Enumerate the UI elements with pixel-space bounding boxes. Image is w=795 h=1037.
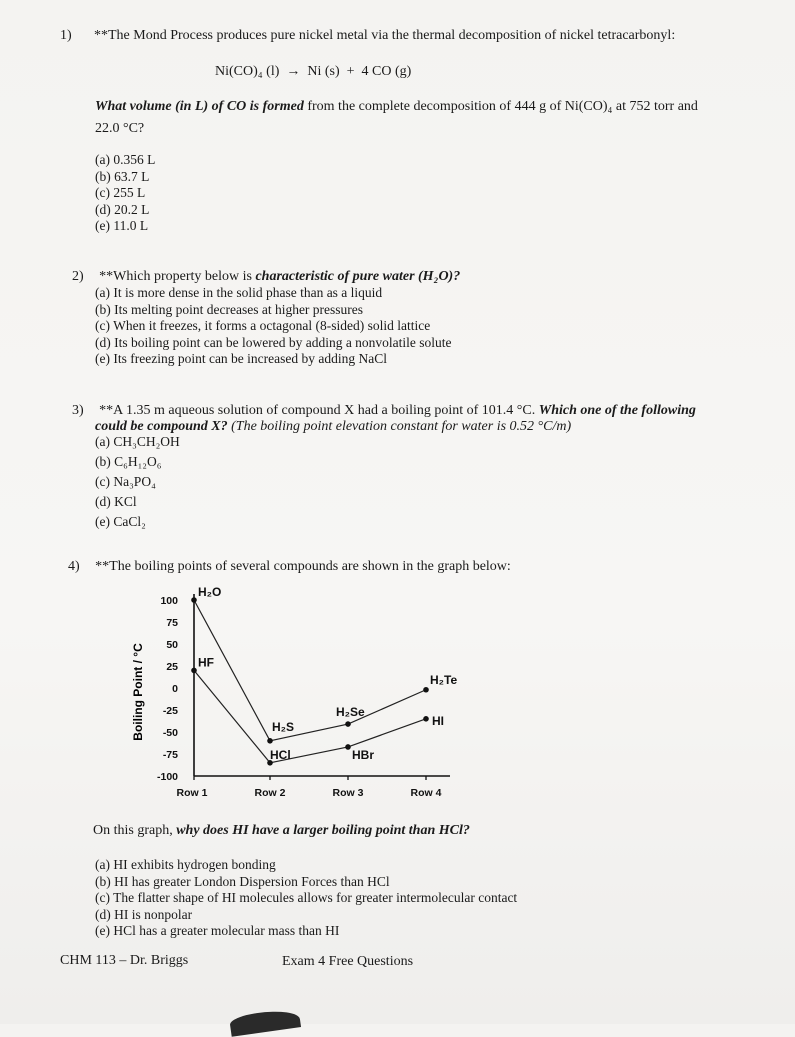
data-point: [267, 738, 273, 744]
question-1-question-rest: from the complete decomposition of 444 g of Ni(CO)₄ at 752 torr and: [303, 99, 698, 114]
option-a: (a) HI exhibits hydrogen bonding: [95, 857, 276, 872]
question-3-number: 3): [72, 403, 84, 418]
data-point: [191, 668, 197, 674]
question-4-intro: **The boiling points of several compounds are shown in the graph below:: [95, 559, 511, 574]
question-4-followup-emphasis: why does HI have a larger boiling point than HCl?: [176, 823, 470, 838]
option-b: (b) HI has greater London Dispersion Forces than HCl: [95, 873, 390, 889]
question-1-equation: Ni(CO)₄ (l) → Ni (s) + 4 CO (g): [215, 64, 412, 79]
data-point: [191, 597, 197, 603]
option-e: (e) HCl has a greater molecular mass than HI: [95, 923, 340, 938]
question-1-intro: **The Mond Process produces pure nickel metal via the thermal decomposition of nickel tetracarbonyl:: [94, 28, 676, 43]
option-e: (e) 11.0 L: [95, 218, 149, 233]
option-e: (e) Its freezing point can be increased by adding NaCl: [95, 351, 388, 366]
y-tick-label: -75: [162, 749, 178, 761]
y-axis-label: Boiling Point / °C: [131, 643, 145, 741]
data-point: [423, 716, 429, 722]
option-d: (d) Its boiling point can be lowered by adding a nonvolatile solute: [95, 334, 452, 350]
question-3-options: [95, 432, 180, 532]
y-tick-label: 25: [166, 661, 178, 673]
question-3: [72, 402, 772, 419]
option-c: (c) The flatter shape of HI molecules allows for greater intermolecular contact: [95, 890, 518, 905]
option-c: (c) Na₃PO₄: [95, 474, 156, 489]
data-point-label: H₂O: [198, 585, 222, 599]
option-b: (b) 63.7 L: [95, 168, 150, 184]
question-4-followup: [93, 822, 470, 839]
data-point: [345, 744, 351, 750]
option-a: (a) 0.356 L: [95, 152, 156, 167]
option-c: (c) 255 L: [95, 185, 146, 200]
question-2: [72, 268, 752, 285]
question-2-options: [95, 285, 452, 368]
data-point: [345, 721, 351, 727]
option-b: (b) Its melting point decreases at higher pressures: [95, 301, 364, 317]
x-tick-label: Row 1: [176, 787, 208, 799]
question-1-question: [95, 98, 735, 115]
question-1-question-line2: 22.0 °C?: [95, 121, 145, 136]
y-tick-label: 50: [166, 639, 178, 651]
boiling-point-chart: [120, 580, 460, 810]
option-a: (a) It is more dense in the solid phase than as a liquid: [95, 285, 383, 300]
question-2-intro: **Which property below is: [99, 269, 256, 284]
y-tick-label: 100: [160, 595, 178, 607]
question-4-number: 4): [68, 559, 80, 574]
footer-course: CHM 113 – Dr. Briggs: [60, 953, 189, 968]
x-tick-label: Row 4: [410, 787, 442, 799]
data-point-label: H₂Se: [336, 705, 365, 720]
page-shadow: [229, 1007, 301, 1037]
data-point-label: H₂Te: [430, 672, 458, 687]
y-tick-label: -100: [156, 771, 178, 783]
data-point-label: HCl: [270, 747, 291, 762]
question-1-number: 1): [60, 28, 72, 43]
option-e: (e) CaCl₂: [95, 514, 146, 529]
series-line: [194, 670, 426, 762]
option-a: (a) CH₃CH₂OH: [95, 434, 180, 449]
series-line: [194, 600, 426, 741]
option-d: (d) HI is nonpolar: [95, 906, 193, 922]
question-1-question-emphasis: What volume (in L) of CO is formed: [95, 99, 304, 114]
question-4-options: [95, 857, 517, 940]
data-point-label: HBr: [352, 747, 375, 762]
data-point-label: H₂S: [272, 719, 295, 734]
question-4: [68, 558, 748, 575]
question-1-options: [95, 152, 155, 235]
data-point: [423, 687, 429, 693]
question-3-intro-emphasis: Which one of the following: [538, 403, 696, 418]
question-2-intro-emphasis: characteristic of pure water (H₂O)?: [255, 269, 461, 284]
y-tick-label: 75: [166, 617, 178, 629]
option-b: (b) C₆H₁₂O₆: [95, 454, 162, 469]
y-tick-label: 0: [172, 683, 178, 695]
data-point-label: HI: [432, 713, 444, 728]
question-3-intro: **A 1.35 m aqueous solution of compound X had a boiling point of 101.4 °C.: [99, 403, 539, 418]
y-tick-label: -25: [162, 705, 178, 717]
question-2-number: 2): [72, 269, 84, 284]
question-4-followup-text: On this graph,: [93, 823, 177, 838]
question-3-line2-italic: (The boiling point elevation constant for water is 0.52 °C/m): [227, 419, 572, 434]
x-tick-label: Row 2: [254, 787, 286, 799]
data-point-label: HF: [198, 655, 214, 670]
x-tick-label: Row 3: [332, 787, 364, 799]
footer-exam-title: Exam 4 Free Questions: [282, 954, 414, 969]
option-c: (c) When it freezes, it forms a octagonal (8-sided) solid lattice: [95, 318, 431, 333]
option-d: (d) KCl: [95, 494, 137, 509]
y-tick-label: -50: [162, 727, 178, 739]
option-d: (d) 20.2 L: [95, 201, 150, 217]
question-3-line2-emphasis: could be compound X?: [95, 419, 228, 434]
